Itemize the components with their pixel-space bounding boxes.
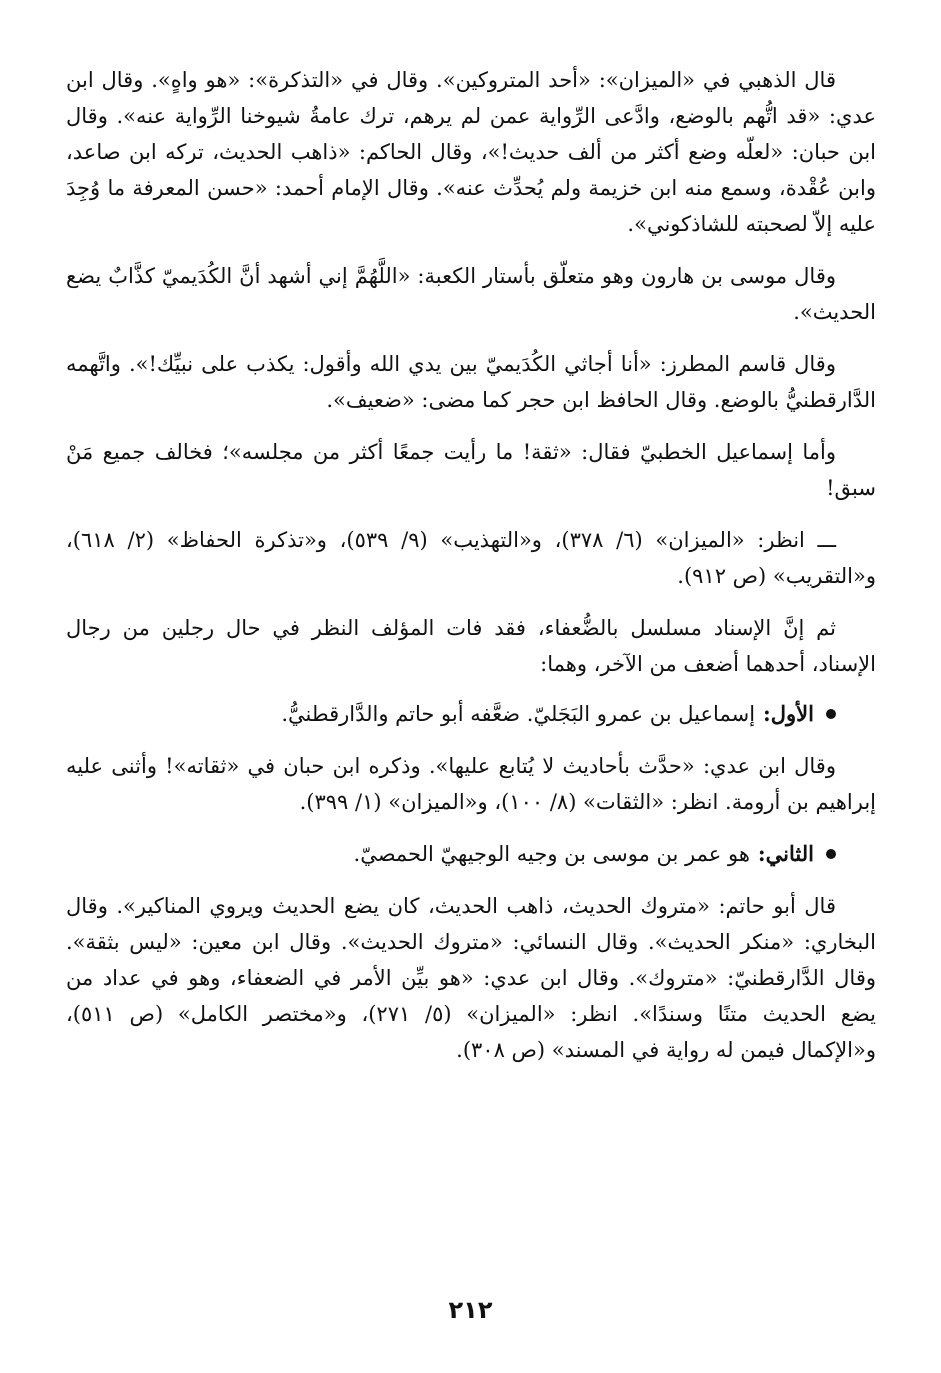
bullet-label-first: الأول:	[763, 701, 814, 726]
bullet-dot-icon	[826, 709, 836, 719]
bullet-item-first	[66, 696, 876, 732]
bullet-label-second: الثاني:	[757, 841, 814, 866]
page-number: ٢١٢	[448, 1296, 493, 1324]
bullet-dot-icon	[826, 849, 836, 859]
bullet-item-second	[66, 836, 876, 872]
bullet-text-second: هو عمر بن موسى بن وجيه الوجيهيّ الحمصيّ.	[353, 842, 750, 866]
paragraph-references: ـــ انظر: «الميزان» (٦/ ٣٧٨)، و«التهذيب» (٩/ ٥٣٩)، و«تذكرة الحفاظ» (٢/ ٦١٨)، و«التقريب» (ص ٩١٢).	[66, 528, 876, 588]
paragraph-ibn-adi-on-ismail: وقال ابن عدي: «حدَّث بأحاديث لا يُتابع عليها». وذكره ابن حبان في «ثقاته»! وأثنى عليه إبراهيم بن أرومة. انظر: «الثقات» (٨/ ١٠٠)، و«الميزان» (١/ ٣٩٩).	[66, 754, 876, 814]
paragraph-dhahabi-quotes: قال الذهبي في «الميزان»: «أحد المتروكين». وقال في «التذكرة»: «هو واهٍ». وقال ابن عدي: «قد اتُّهم بالوضع، وادَّعى الرِّواية عمن لم يرهم، ترك عامةُ شيوخنا الرِّواية عنه». وقال ابن حبان: «لعلّه وضع أكثر من ألف حديث!»، وقال الحاكم: «ذاهب الحديث، تركه ابن صاعد، وابن عُقْدة، وسمع منه ابن خزيمة ولم يُحدِّث عنه». وقال الإمام أحمد: «حسن المعرفة ما وُجِدَ عليه إلاّ لصحبته للشاذكوني».	[66, 68, 876, 236]
paragraph-abu-hatim-on-umar: قال أبو حاتم: «متروك الحديث، ذاهب الحديث، كان يضع الحديث ويروي المناكير». وقال البخاري: «منكر الحديث». وقال النسائي: «متروك الحديث». وقال ابن معين: «ليس بثقة». وقال الدَّارقطنيّ: «متروك». وقال ابن عدي: «هو بيِّن الأمر في الضعفاء، وهو في عداد من يضع الحديث متنًا وسندًا». انظر: «الميزان» (٥/ ٢٧١)، و«مختصر الكامل» (ص ٥١١)، و«الإكمال فيمن له رواية في المسند» (ص ٣٠٨).	[66, 894, 876, 1062]
paragraph-qasim-al-mutarriz: وقال قاسم المطرز: «أنا أجاثي الكُدَيميّ بين يدي الله وأقول: يكذب على نبيِّك!». واتَّهمه الدَّارقطنيُّ بالوضع. وقال الحافظ ابن حجر كما مضى: «ضعيف».	[66, 352, 876, 412]
page-body	[66, 62, 876, 1084]
paragraph-musa-ibn-harun: وقال موسى بن هارون وهو متعلّق بأستار الكعبة: «اللَّهُمَّ إني أشهد أنَّ الكُدَيميّ كذَّابٌ يضع الحديث».	[66, 264, 876, 324]
paragraph-ismail-al-khatbi: وأما إسماعيل الخطبيّ فقال: «ثقة! ما رأيت جمعًا أكثر من مجلسه»؛ فخالف جميع مَنْ سبق!	[66, 440, 876, 500]
paragraph-isnad-weak-narrators: ثم إنَّ الإسناد مسلسل بالضُّعفاء، فقد فات المؤلف النظر في حال رجلين من رجال الإسناد، أحدهما أضعف من الآخر، وهما:	[66, 616, 876, 676]
bullet-text-first: إسماعيل بن عمرو البَجَليّ. ضعَّفه أبو حاتم والدَّارقطنيُّ.	[281, 702, 756, 726]
